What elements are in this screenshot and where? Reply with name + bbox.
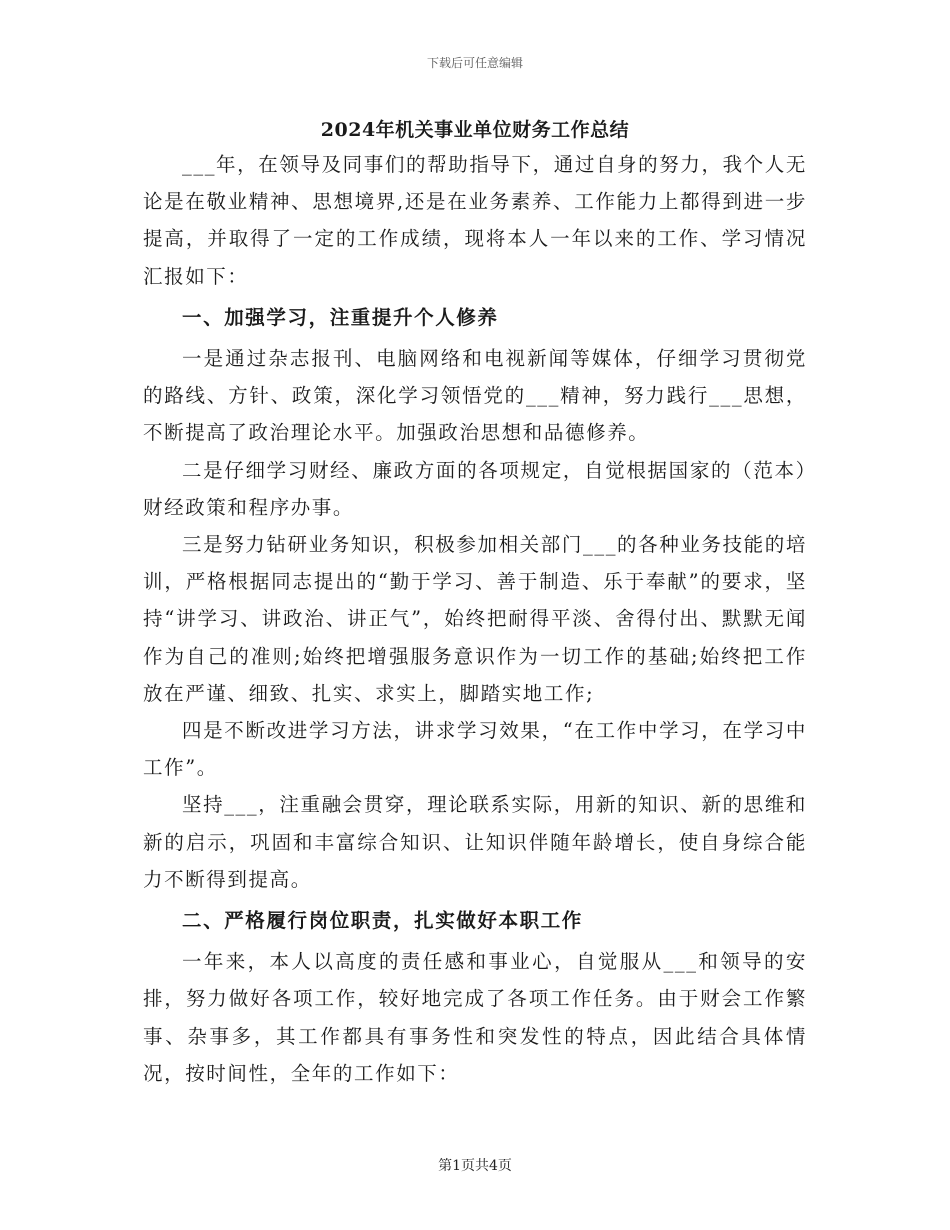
page-number: 第1页共4页 bbox=[438, 1158, 512, 1174]
body-paragraph: 坚持___，注重融会贯穿，理论联系实际，用新的知识、新的思维和新的启示，巩固和丰富综合知识、让知识伴随年龄增长，使自身综合能力不断得到提高。 bbox=[143, 793, 807, 891]
body-paragraph: 四是不断改进学习方法，讲求学习效果，“在工作中学习，在学习中工作”。 bbox=[143, 719, 807, 780]
body-paragraph: 二是仔细学习财经、廉政方面的各项规定，自觉根据国家的（范本）财经政策和程序办事。 bbox=[143, 458, 807, 519]
body-paragraph: 一年来，本人以高度的责任感和事业心，自觉服从___和领导的安排，努力做好各项工作，较好地完成了各项工作任务。由于财会工作繁事、杂事多，其工作都具有事务性和突发性的特点，因此结合具体情况，按时间性，全年的工作如下： bbox=[143, 950, 807, 1085]
section-heading-2: 二、严格履行岗位职责，扎实做好本职工作 bbox=[182, 909, 583, 933]
body-paragraph: 三是努力钻研业务知识，积极参加相关部门___的各种业务技能的培训，严格根据同志提出的“勤于学习、善于制造、乐于奉献”的要求，坚持“讲学习、讲政治、讲正气”，始终把耐得平淡、舍得付出、默默无闻作为自己的准则;始终把增强服务意识作为一切工作的基础;始终把工作放在严谨、细致、扎实、求实上，脚踏实地工作; bbox=[143, 533, 807, 705]
section-heading-1: 一、加强学习，注重提升个人修养 bbox=[182, 305, 499, 329]
document-title: 2024年机关事业单位财务工作总结 bbox=[320, 119, 630, 141]
document-body bbox=[143, 146, 807, 1092]
page-header-note: 下载后可任意编辑 bbox=[426, 56, 523, 70]
intro-paragraph: ___年，在领导及同事们的帮助指导下，通过自身的努力，我个人无论是在敬业精神、思想境界,还是在业务素养、工作能力上都得到进一步提高，并取得了一定的工作成绩，现将本人一年以来的工作、学习情况汇报如下： bbox=[143, 153, 807, 288]
body-paragraph: 一是通过杂志报刊、电脑网络和电视新闻等媒体，仔细学习贯彻党的路线、方针、政策，深化学习领悟党的___精神，努力践行___思想，不断提高了政治理论水平。加强政治思想和品德修养。 bbox=[143, 347, 807, 445]
